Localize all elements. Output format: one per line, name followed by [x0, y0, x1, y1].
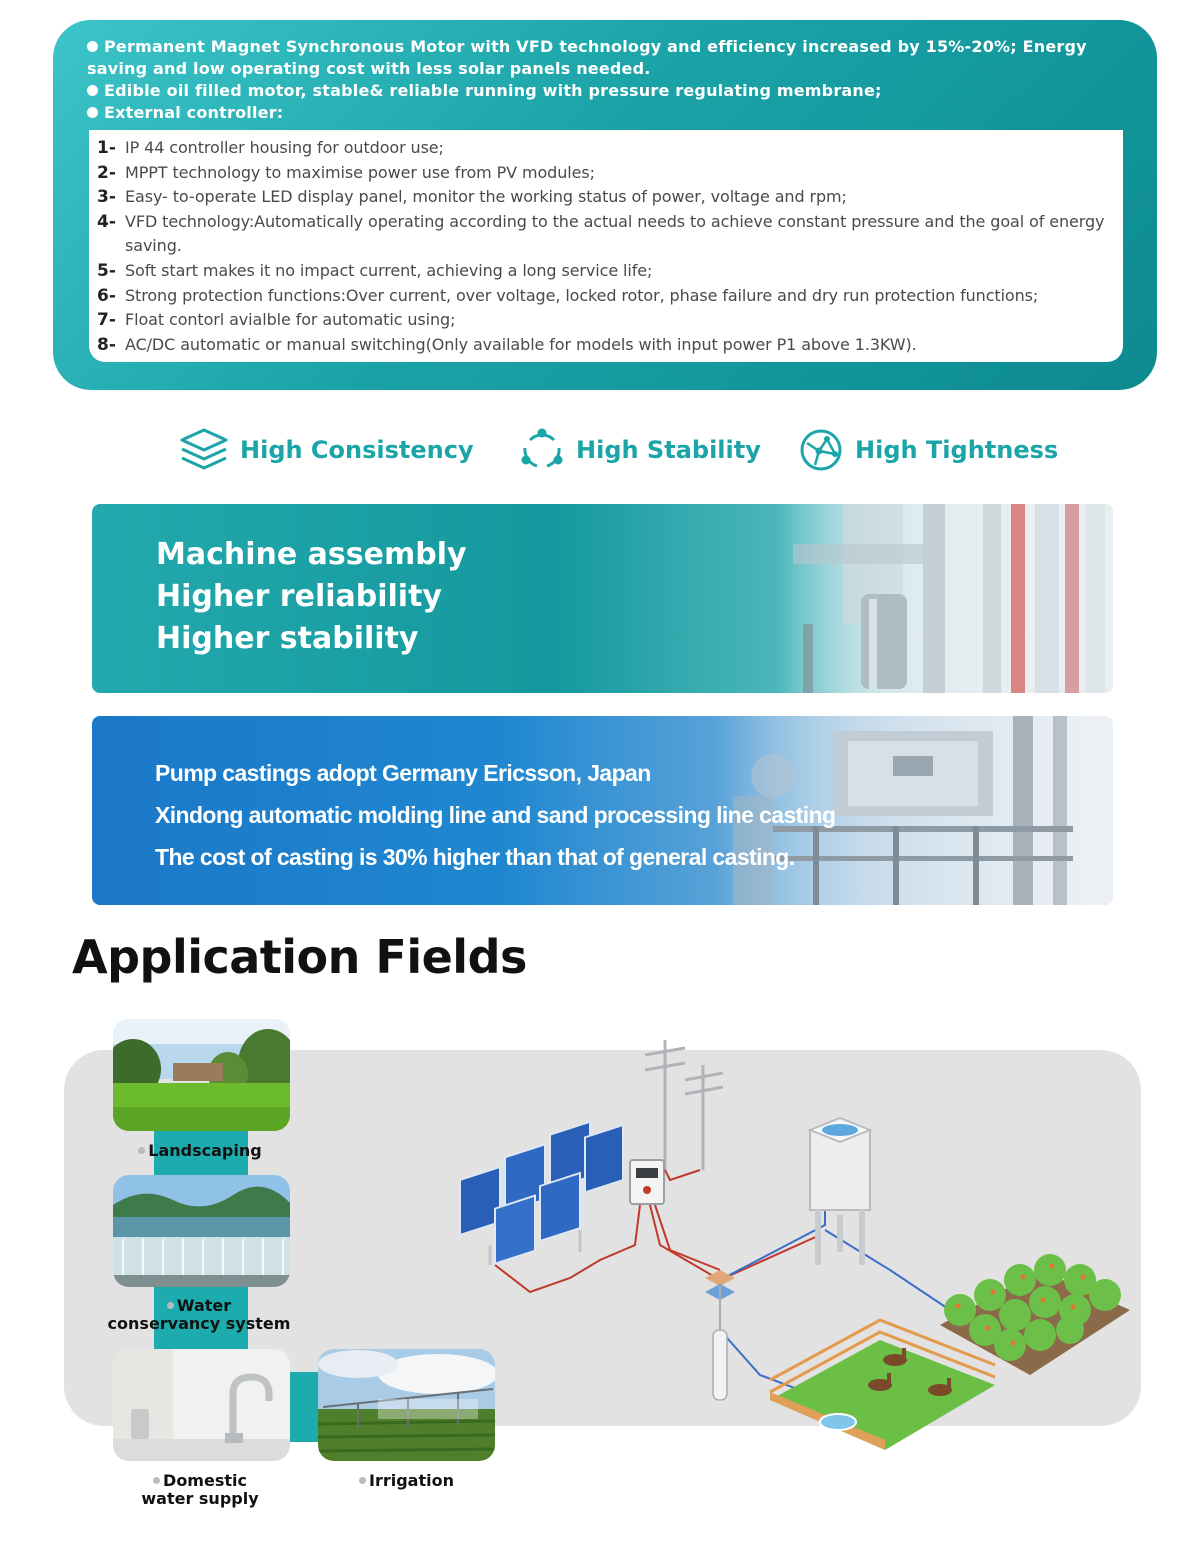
casting-banner	[92, 716, 1113, 905]
bullet-dot-icon	[87, 85, 98, 96]
list-item: 5- Soft start makes it no impact current, achieving a long service life;	[97, 260, 653, 281]
list-item: 2- MPPT technology to maximise power use from PV modules;	[97, 162, 595, 183]
feature-bullet: External controller:	[87, 102, 1137, 124]
banner-line: The cost of casting is 30% higher than that of general casting.	[155, 844, 795, 870]
list-item: 3- Easy- to-operate LED display panel, monitor the working status of power, voltage and rpm;	[97, 187, 847, 208]
banner-line: Pump castings adopt Germany Ericsson, Japan	[155, 760, 651, 786]
field-label-landscaping: Landscaping	[110, 1142, 290, 1160]
orchard-icon	[940, 1254, 1130, 1375]
controller-icon	[630, 1160, 664, 1204]
layers-icon	[178, 426, 230, 474]
pump-well-icon	[705, 1270, 735, 1400]
bullet-dot-icon	[87, 41, 98, 52]
list-item: 4- VFD technology:Automatically operating according to the actual needs to achieve constant pressure and the goal of energy saving.	[97, 211, 1105, 256]
globe-network-icon	[797, 426, 845, 474]
domestic-water-photo	[113, 1349, 290, 1461]
power-pole-icon	[645, 1040, 723, 1170]
assembly-text	[156, 534, 467, 660]
bullet-dot-icon	[167, 1302, 174, 1309]
list-item: 1- IP 44 controller housing for outdoor use;	[97, 138, 444, 158]
casting-text	[155, 752, 835, 878]
section-title: Application Fields	[72, 930, 527, 984]
field-label-domestic-water: Domestic water supply	[141, 1471, 259, 1508]
bullet-dot-icon	[153, 1477, 160, 1484]
features-card	[53, 20, 1157, 390]
livestock-pasture-icon	[770, 1320, 995, 1450]
solar-pump-system-illustration	[440, 1030, 1140, 1450]
highlight-label: High Tightness	[855, 436, 1059, 464]
feature-bullet: Edible oil filled motor, stable& reliable running with pressure regulating membrane;	[87, 80, 1137, 102]
banner-line: Xindong automatic molding line and sand processing line casting	[155, 802, 836, 828]
highlight-tightness	[797, 425, 1058, 475]
feature-bullet: Permanent Magnet Synchronous Motor with VFD technology and efficiency increased by 15%-20%; Energy saving and low operating cost with less solar panels needed.	[87, 37, 1087, 78]
list-item: 6- Strong protection functions:Over current, over voltage, locked rotor, phase failure and dry run protection functions;	[97, 285, 1039, 306]
bullet-dot-icon	[138, 1147, 145, 1154]
list-item: 8- AC/DC automatic or manual switching(Only available for models with input power P1 above 1.3KW).	[97, 334, 917, 355]
banner-line: Higher stability	[156, 621, 419, 656]
highlight-stability	[518, 425, 761, 475]
banner-line: Machine assembly	[156, 537, 467, 572]
highlight-label: High Stability	[576, 436, 761, 464]
cycle-icon	[518, 426, 566, 474]
machine-assembly-image	[773, 504, 1113, 693]
solar-panel-icon	[460, 1111, 623, 1275]
bullet-dot-icon	[87, 107, 98, 118]
field-label-water-conservancy: Water conservancy system	[107, 1296, 291, 1333]
landscaping-photo	[113, 1019, 290, 1131]
banner-line: Higher reliability	[156, 579, 442, 614]
list-item: 7- Float contorl avialble for automatic using;	[97, 310, 456, 331]
water-tank-icon	[810, 1118, 870, 1265]
highlight-consistency	[178, 425, 474, 475]
controller-list	[89, 130, 1123, 362]
assembly-banner	[92, 504, 1113, 693]
feature-bullets	[87, 36, 1137, 124]
field-label-irrigation: Irrigation	[318, 1472, 495, 1490]
bullet-dot-icon	[359, 1477, 366, 1484]
highlight-label: High Consistency	[240, 436, 474, 464]
water-conservancy-photo	[113, 1175, 290, 1287]
